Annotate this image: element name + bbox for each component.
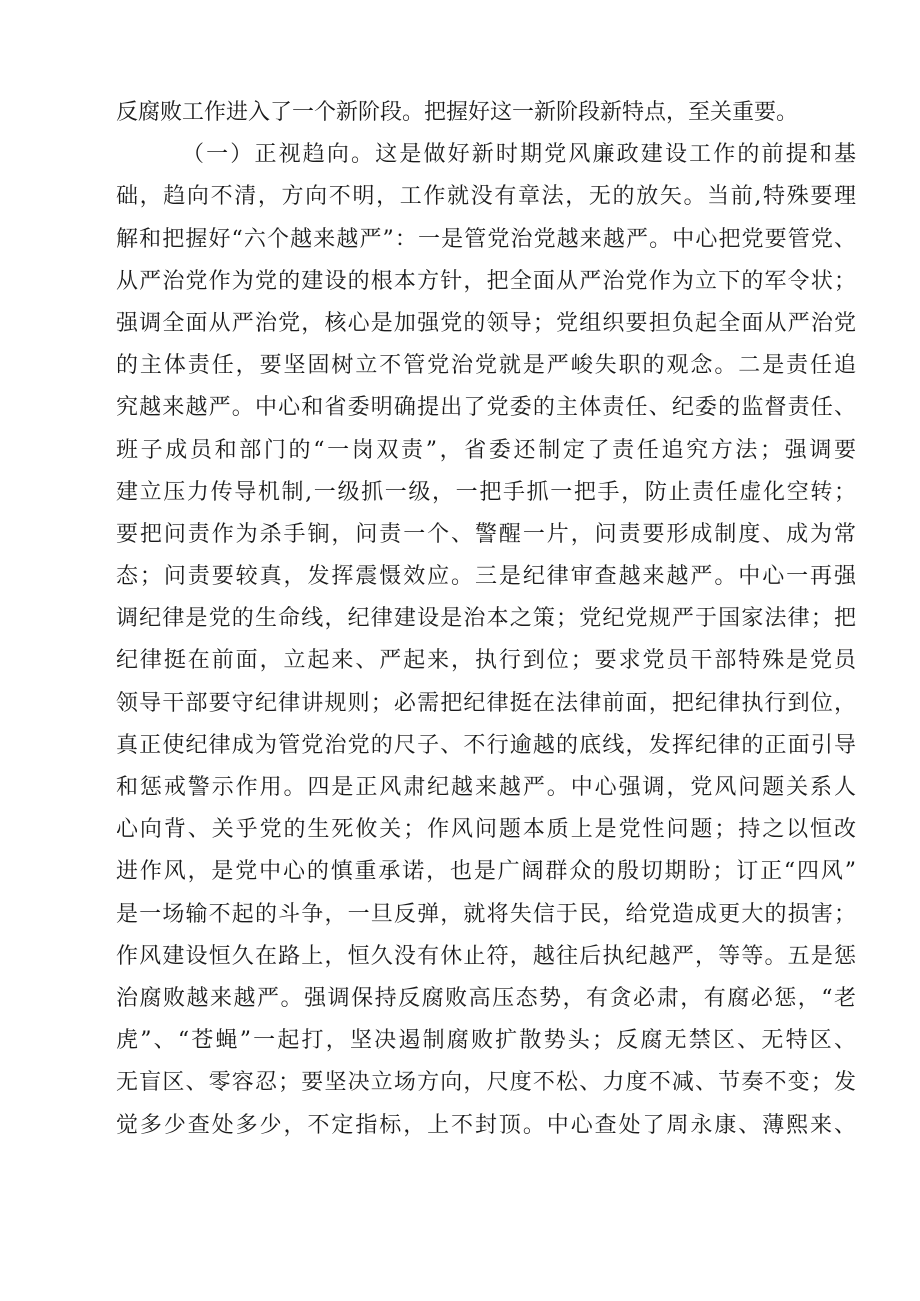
text-line: 建立压力传导机制,一级抓一级，一把手抓一把手，防止责任虚化空转； <box>116 479 856 505</box>
text-line: 心向背、关乎党的生死攸关；作风问题本质上是党性问题；持之以恒改 <box>116 817 856 843</box>
text-line: 础，趋向不清，方向不明，工作就没有章法，无的放矢。当前,特殊要理 <box>116 184 856 210</box>
text-line: 的主体责任，要坚固树立不管党治党就是严峻失职的观念。二是责任追 <box>116 353 856 379</box>
body-text <box>116 92 856 1147</box>
text-line: 无盲区、零容忍；要坚决立场方向，尺度不松、力度不减、节奏不变；发 <box>116 1070 856 1096</box>
text-line: 虎”、“苍蝇”一起打，坚决遏制腐败扩散势头；反腐无禁区、无特区、 <box>116 1028 856 1054</box>
text-line: 作风建设恒久在路上，恒久没有休止符，越往后执纪越严，等等。五是惩 <box>116 943 856 969</box>
text-line: 治腐败越来越严。强调保持反腐败高压态势，有贪必肃，有腐必惩，“老 <box>116 985 856 1011</box>
text-line: 和惩戒警示作用。四是正风肃纪越来越严。中心强调，党风问题关系人 <box>116 775 856 800</box>
text-line: 真正使纪律成为管党治党的尺子、不行逾越的底线，发挥纪律的正面引导 <box>116 732 856 758</box>
text-line: 领导干部要守纪律讲规则；必需把纪律挺在法律前面，把纪律执行到位， <box>116 690 856 716</box>
text-line: 进作风，是党中心的慎重承诺，也是广阔群众的殷切期盼；订正“四风” <box>116 859 856 885</box>
text-line: 要把问责作为杀手锏，问责一个、警醒一片，问责要形成制度、成为常 <box>116 521 856 547</box>
text-line: 反腐败工作进入了一个新阶段。把握好这一新阶段新特点，至关重要。 <box>116 100 799 125</box>
text-line: 解和把握好“六个越来越严”：一是管党治党越来越严。中心把党要管党、 <box>116 226 856 252</box>
text-line: 觉多少查处多少，不定指标，上不封顶。中心查处了周永康、薄熙来、 <box>116 1112 856 1138</box>
text-line: 纪律挺在前面，立起来、严起来，执行到位；要求党员干部特殊是党员 <box>116 648 856 674</box>
paragraph-first-line: （一）正视趋向。这是做好新时期党风廉政建设工作的前提和基 <box>182 142 856 168</box>
text-line: 究越来越严。中心和省委明确提出了党委的主体责任、纪委的监督责任、 <box>116 395 856 421</box>
text-line: 从严治党作为党的建设的根本方针，把全面从严治党作为立下的军令状； <box>116 268 856 294</box>
text-line: 态；问责要较真，发挥震慑效应。三是纪律审查越来越严。中心一再强 <box>116 564 856 590</box>
text-line: 强调全面从严治党，核心是加强党的领导；党组织要担负起全面从严治党 <box>116 310 856 336</box>
text-line: 班子成员和部门的“一岗双责”，省委还制定了责任追究方法；强调要 <box>116 437 856 463</box>
text-line: 调纪律是党的生命线，纪律建设是治本之策；党纪党规严于国家法律；把 <box>116 606 856 632</box>
text-line: 是一场输不起的斗争，一旦反弹，就将失信于民，给党造成更大的损害； <box>116 901 856 927</box>
